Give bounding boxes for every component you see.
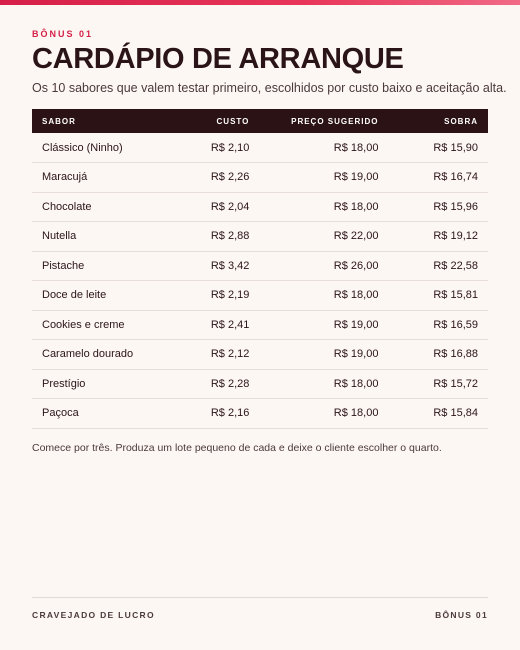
- cell-flavor: Doce de leite: [42, 289, 107, 302]
- cell-cost: R$ 2,88: [210, 230, 250, 243]
- cell-cost: R$ 2,41: [210, 318, 250, 331]
- cell-profit: R$ 15,90: [433, 141, 478, 154]
- cell-profit: R$ 15,81: [433, 289, 478, 302]
- cell-cost: R$ 2,04: [210, 200, 250, 213]
- table-body: [32, 133, 488, 428]
- cell-price: R$ 26,00: [333, 259, 379, 272]
- cell-flavor: Pistache: [42, 259, 85, 272]
- column-header-price: PREÇO SUGERIDO: [291, 116, 379, 126]
- table-header: [32, 109, 488, 133]
- footer-brand: CRAVEJADO DE LUCRO: [32, 610, 155, 620]
- cell-cost: R$ 2,12: [210, 348, 250, 361]
- table-row: [32, 310, 488, 340]
- cell-flavor: Chocolate: [42, 200, 92, 213]
- section-eyebrow: BÔNUS 01: [32, 29, 94, 39]
- table-row: [32, 251, 488, 281]
- cell-cost: R$ 3,42: [210, 259, 250, 272]
- cell-profit: R$ 22,58: [433, 259, 478, 272]
- table-row: [32, 192, 488, 222]
- footnote: Comece por três. Produza um lote pequeno de cada e deixe o cliente escolher o quarto.: [32, 442, 442, 454]
- table-row: [32, 399, 488, 429]
- cell-price: R$ 18,00: [333, 141, 379, 154]
- cell-price: R$ 22,00: [333, 230, 379, 243]
- table-row: [32, 281, 488, 311]
- cell-cost: R$ 2,19: [210, 289, 250, 302]
- cell-flavor: Cookies e creme: [42, 318, 125, 331]
- table-row: [32, 133, 488, 163]
- flavor-menu-table: [32, 109, 488, 429]
- table-row: [32, 369, 488, 399]
- top-accent-bar: [0, 0, 520, 5]
- cell-price: R$ 19,00: [333, 348, 379, 361]
- cell-cost: R$ 2,16: [210, 407, 250, 420]
- table-row: [32, 163, 488, 193]
- column-header-profit: SOBRA: [444, 116, 478, 126]
- cell-profit: R$ 15,84: [433, 407, 478, 420]
- cell-price: R$ 18,00: [333, 377, 379, 390]
- cell-price: R$ 19,00: [333, 171, 379, 184]
- cell-price: R$ 18,00: [333, 407, 379, 420]
- cell-cost: R$ 2,26: [210, 171, 250, 184]
- cell-profit: R$ 15,72: [433, 377, 478, 390]
- cell-flavor: Paçoca: [42, 407, 79, 420]
- cell-cost: R$ 2,28: [210, 377, 250, 390]
- cell-profit: R$ 15,96: [433, 200, 478, 213]
- cell-price: R$ 18,00: [333, 289, 379, 302]
- cell-price: R$ 19,00: [333, 318, 379, 331]
- page-subtitle: Os 10 sabores que valem testar primeiro, escolhidos por custo baixo e aceitação alta.: [32, 81, 507, 95]
- cell-flavor: Maracujá: [42, 171, 88, 184]
- cell-profit: R$ 16,88: [433, 348, 478, 361]
- cell-profit: R$ 19,12: [433, 230, 478, 243]
- column-header-flavor: SABOR: [42, 116, 76, 126]
- cell-flavor: Caramelo dourado: [42, 348, 134, 361]
- cell-profit: R$ 16,59: [433, 318, 478, 331]
- cell-flavor: Nutella: [42, 230, 77, 243]
- table-header-row: [32, 109, 488, 133]
- table-row: [32, 222, 488, 252]
- cell-price: R$ 18,00: [333, 200, 379, 213]
- table-row: [32, 340, 488, 370]
- page-title: CARDÁPIO DE ARRANQUE: [32, 43, 404, 75]
- cell-profit: R$ 16,74: [433, 171, 478, 184]
- column-header-cost: CUSTO: [216, 116, 250, 126]
- footer-divider: [32, 597, 488, 598]
- cell-flavor: Clássico (Ninho): [42, 141, 123, 154]
- cell-flavor: Prestígio: [42, 377, 86, 390]
- footer-section-label: BÔNUS 01: [435, 610, 488, 620]
- cell-cost: R$ 2,10: [210, 141, 250, 154]
